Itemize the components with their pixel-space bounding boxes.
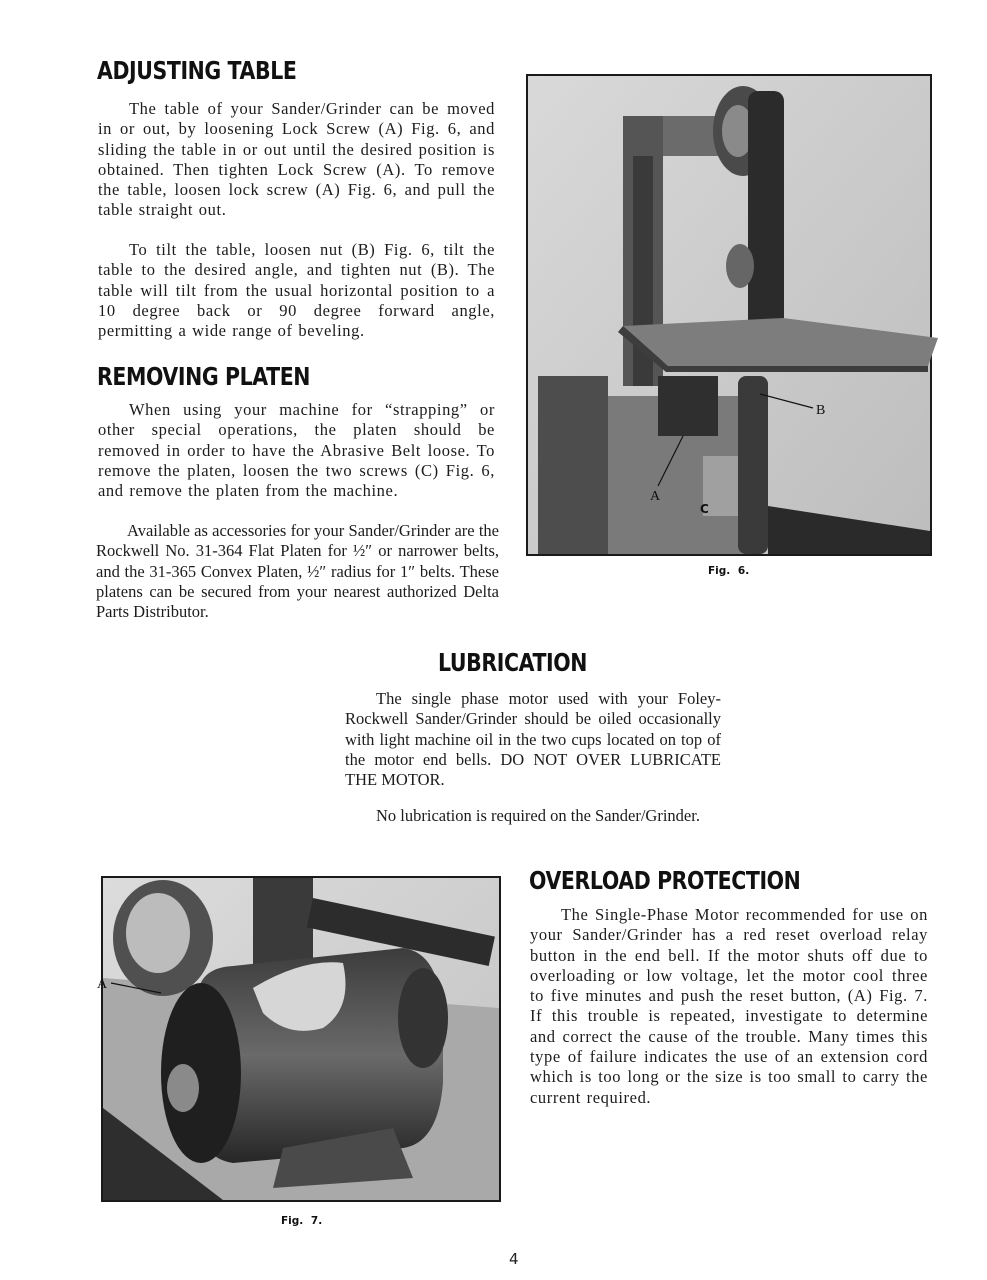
heading-overload-protection: OVERLOAD PROTECTION	[529, 866, 801, 895]
paragraph-removing-platen-1: When using your machine for “strapping” or other special operations, the platen should be removed in order to have the Abrasive Belt loose. To remove the platen, loosen the two screws (C) Fig. 6, and remove the platen from the machine.	[98, 400, 495, 501]
paragraph-adjusting-table-1: The table of your Sander/Grinder can be moved in or out, by loosening Lock Screw (A) Fig. 6, and sliding the table in or out until the desired position is obtained. Then tighten Lock Screw (A). To remove the table, loosen lock screw (A) Fig. 6, and pull the table straight out.	[98, 99, 495, 220]
paragraph-lubrication-2: No lubrication is required on the Sander/Grinder.	[376, 806, 700, 825]
figure-6-caption: Fig. 6.	[708, 565, 750, 577]
heading-removing-platen: REMOVING PLATEN	[97, 362, 311, 391]
figure-6-callout-b: B	[816, 403, 826, 418]
heading-adjusting-table: ADJUSTING TABLE	[97, 56, 297, 85]
figure-6-callout-a: A	[650, 489, 661, 504]
page-number: 4	[509, 1250, 519, 1268]
paragraph-adjusting-table-2: To tilt the table, loosen nut (B) Fig. 6, tilt the table to the desired angle, and tighten nut (B). The table will tilt from the usual horizontal position to a 10 degree back or 90 degree forward angle, permitting a wide range of beveling.	[98, 240, 495, 341]
figure-7-photo	[97, 876, 501, 1202]
paragraph-lubrication-1: The single phase motor used with your Foley-Rockwell Sander/Grinder should be oiled occasionally with light machine oil in the two cups located on top of the motor end bells. DO NOT OVER LUBRICATE THE MOTOR.	[345, 689, 721, 790]
paragraph-removing-platen-2: Available as accessories for your Sander/Grinder are the Rockwell No. 31-364 Flat Platen for ½″ or narrower belts, and the 31-365 Convex Platen, ½″ radius for 1″ belts. These platens can be secured from your nearest authorized Delta Parts Distributor.	[96, 521, 499, 622]
paragraph-overload-protection: The Single-Phase Motor recommended for use on your Sander/Grinder has a red reset overload relay button in the end bell. If the motor shuts off due to overloading or low voltage, let the motor cool three to five minutes and push the reset button, (A) Fig. 7. If this trouble is repeated, investigate to determine and correct the cause of the trouble. Many times this type of failure indicates the use of an extension cord which is too long or the size is too small to carry the current required.	[530, 905, 928, 1107]
figure-7-callout-a: A	[97, 977, 108, 992]
figure-6-callout-c: C	[700, 502, 709, 516]
figure-6-photo	[526, 74, 932, 556]
heading-lubrication: LUBRICATION	[438, 648, 588, 677]
figure-7-caption: Fig. 7.	[281, 1215, 323, 1227]
